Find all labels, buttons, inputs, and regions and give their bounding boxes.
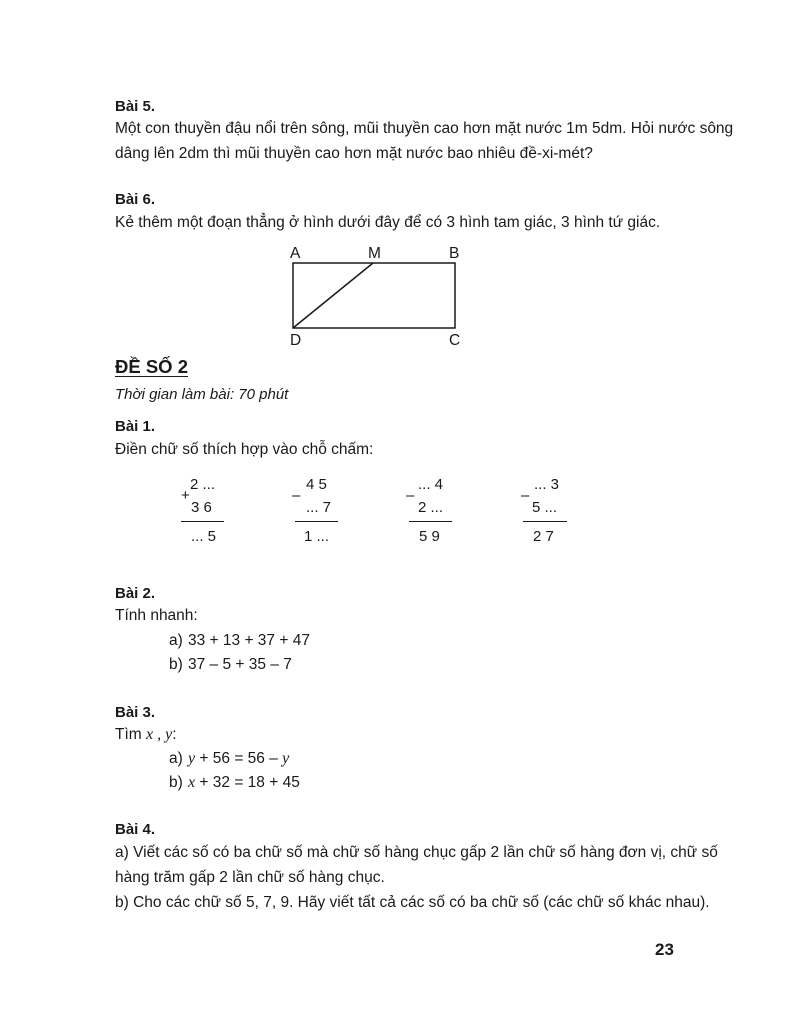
problem-1-operator: + — [181, 487, 190, 504]
vertex-label-c: C — [449, 332, 461, 349]
bai2-b-label: b) — [169, 656, 183, 673]
time-limit: Thời gian làm bài: 70 phút — [115, 386, 289, 403]
bai3-a-middle: + 56 = 56 – — [199, 750, 278, 767]
problem-3-top: ... 4 — [418, 476, 444, 493]
vertex-label-b: B — [449, 245, 460, 262]
problem-4-result: 2 7 — [533, 528, 554, 545]
bai1-instruction: Điền chữ số thích hợp vào chỗ chấm: — [115, 441, 374, 458]
bai3-b-equation — [188, 774, 300, 792]
bai4-line-3: b) Cho các chữ số 5, 7, 9. Hãy viết tất cả các số có ba chữ số (các chữ số khác nhau). — [115, 894, 710, 911]
rectangle-abcd — [293, 263, 455, 328]
bai5-line-1: Một con thuyền đậu nổi trên sông, mũi thuyền cao hơn mặt nước 1m 5dm. Hỏi nước sông — [115, 120, 734, 137]
problem-4-top: ... 3 — [534, 476, 560, 493]
bai3-b-rest: + 32 = 18 + 45 — [199, 774, 300, 791]
problem-1-bottom: 3 6 — [191, 499, 212, 516]
problem-2-rule — [295, 521, 338, 522]
problem-2-operator: – — [292, 487, 301, 504]
problem-2-top: 4 5 — [306, 476, 327, 493]
problem-4-bottom: 5 ... — [532, 499, 558, 516]
bai3-instruction-suffix: : — [172, 726, 177, 743]
bai2-b-expression: 37 – 5 + 35 – 7 — [188, 656, 292, 673]
problem-1-result: ... 5 — [191, 528, 217, 545]
bai3-a-var-y-2: y — [282, 750, 290, 767]
segment-dm — [293, 263, 373, 328]
bai5-title: Bài 5. — [115, 98, 156, 115]
page-number: 23 — [655, 940, 674, 959]
problem-2-result: 1 ... — [304, 528, 330, 545]
bai6-title: Bài 6. — [115, 191, 156, 208]
problem-3-bottom: 2 ... — [418, 499, 444, 516]
section-heading: ĐỀ SỐ 2 — [115, 356, 188, 377]
bai3-title: Bài 3. — [115, 704, 156, 721]
bai3-b-label: b) — [169, 774, 183, 791]
vertex-label-a: A — [290, 245, 301, 262]
bai2-instruction: Tính nhanh: — [115, 607, 198, 624]
bai3-instruction — [115, 726, 177, 744]
bai5-line-2: dâng lên 2dm thì mũi thuyền cao hơn mặt nước bao nhiêu đề-xi-mét? — [115, 145, 593, 162]
problem-1-rule — [181, 521, 224, 522]
bai2-title: Bài 2. — [115, 585, 156, 602]
problem-3-operator: – — [406, 487, 415, 504]
bai3-instruction-vars: x , y — [146, 726, 173, 743]
bai1-title: Bài 1. — [115, 418, 156, 435]
bai2-a-label: a) — [169, 632, 183, 649]
problem-3-rule — [409, 521, 452, 522]
bai6-line-1: Kẻ thêm một đoạn thẳng ở hình dưới đây để có 3 hình tam giác, 3 hình tứ giác. — [115, 214, 661, 231]
bai3-instruction-prefix: Tìm — [115, 726, 142, 743]
bai2-a-expression: 33 + 13 + 37 + 47 — [188, 632, 310, 649]
bai3-b-var-x: x — [188, 774, 196, 791]
vertex-label-m: M — [368, 245, 381, 262]
bai3-a-label: a) — [169, 750, 183, 767]
bai3-a-equation — [188, 750, 289, 768]
problem-1-top: 2 ... — [190, 476, 216, 493]
bai4-line-2: hàng trăm gấp 2 lần chữ số hàng chục. — [115, 869, 385, 886]
bai4-line-1: a) Viết các số có ba chữ số mà chữ số hàng chục gấp 2 lần chữ số hàng đơn vị, chữ số — [115, 844, 718, 861]
vertex-label-d: D — [290, 332, 302, 349]
problem-4-rule — [523, 521, 567, 522]
bai3-a-var-y: y — [188, 750, 196, 767]
problem-3-result: 5 9 — [419, 528, 440, 545]
bai4-title: Bài 4. — [115, 821, 156, 838]
problem-4-operator: – — [521, 487, 530, 504]
problem-2-bottom: ... 7 — [306, 499, 332, 516]
